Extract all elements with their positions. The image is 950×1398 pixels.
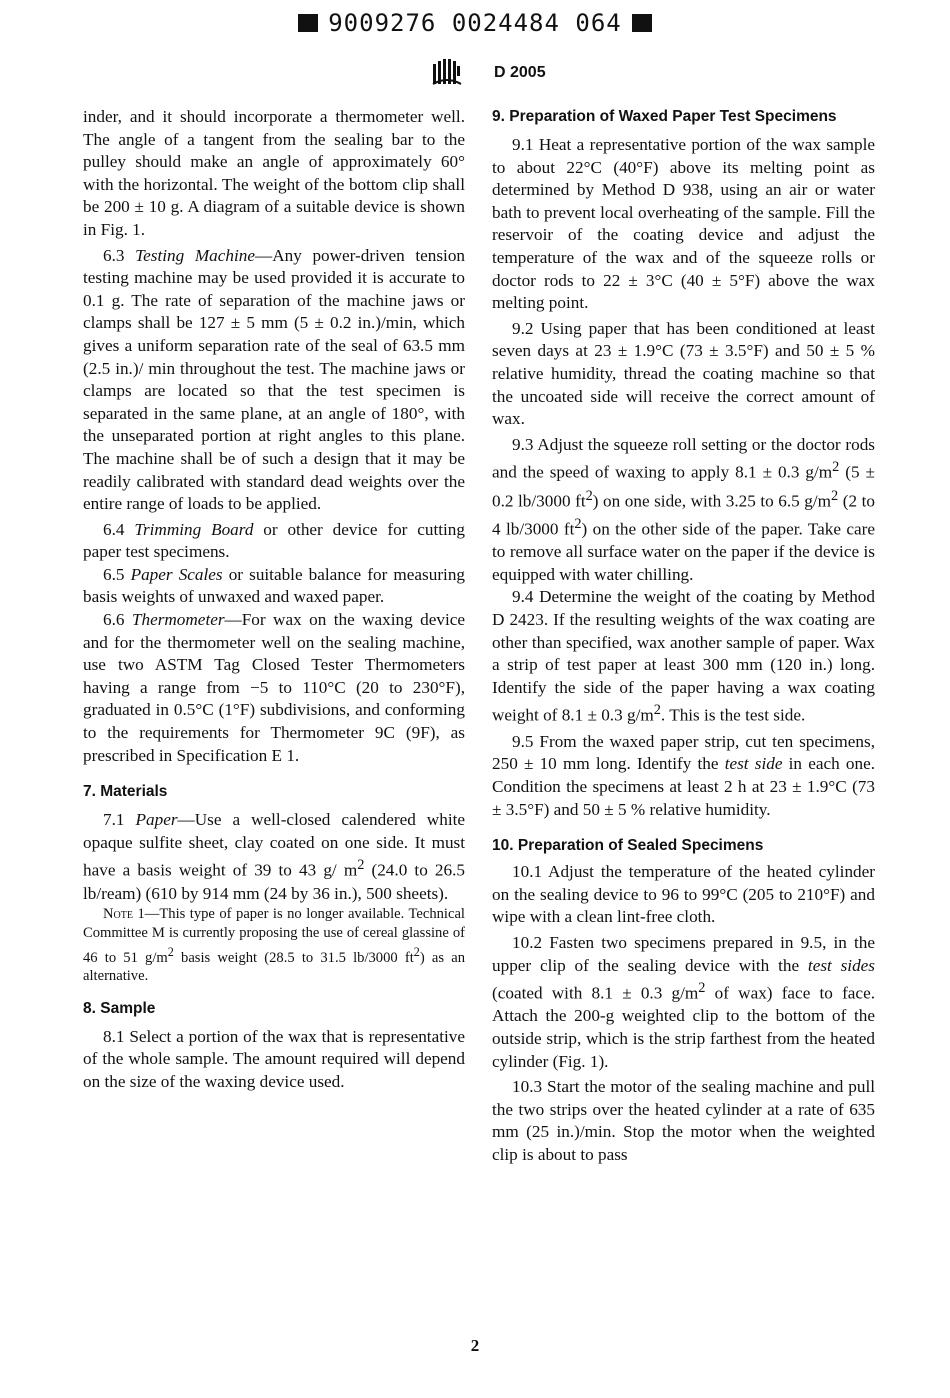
astm-logo-icon [432, 58, 462, 86]
paragraph-7-1 [83, 809, 465, 905]
paragraph-text: of wax) face to face. Attach the 200-g weighted clip to the bottom of the outside strip, which is the strip farthest from the heated cylinder (Fig. 1). [492, 983, 875, 1071]
paragraph-6-4 [83, 519, 465, 564]
note-label: Note 1 [103, 906, 145, 923]
superscript: 2 [413, 944, 420, 959]
superscript: 2 [698, 980, 706, 997]
section-number: 6.5 [103, 564, 131, 584]
paragraph-9-2: 9.2 Using paper that has been conditioned at least seven days at 23 ± 1.9°C (73 ± 3.5°F) and 50 ± 5 % relative humidity, thread the coating machine so that the uncoated side will receive the correct amount of wax. [492, 318, 875, 429]
term-paper: Paper [135, 810, 178, 830]
paragraph-text: . This is the test side. [660, 706, 806, 726]
superscript: 2 [357, 857, 365, 874]
heading-preparation-sealed-specimens: 10. Preparation of Sealed Specimens [492, 837, 764, 855]
note-1 [83, 905, 465, 985]
section-number: 6.6 [103, 610, 132, 630]
paragraph-10-1: 10.1 Adjust the temperature of the heated cylinder on the sealing device to 96 to 99°C (205 to 210°F) and wipe with a clean lint-free cloth. [492, 862, 875, 927]
note-text: —This type of paper is no longer available. Technical Committee M is currently proposing the use of cereal glassine of 46 to 51 g/m [83, 906, 465, 966]
paragraph-10-3: 10.3 Start the motor of the sealing machine and pull the two strips over the heated cylinder at a rate of 635 mm (25 in.)/min. Stop the motor when the weighted clip is about to pass [492, 1077, 875, 1165]
paragraph-text: 9.3 Adjust the squeeze roll setting or the doctor rods and the speed of waxing to apply 8.1 ± 0.3 g/m [492, 434, 875, 483]
paragraph-9-5 [492, 731, 875, 821]
barcode-header [0, 8, 950, 37]
paragraph-text: ) on the other side of the paper. Take care to remove all surface water on the paper if the device is equipped with water chilling. [492, 519, 875, 584]
paragraph-continuation: inder, and it should incorporate a thermometer well. The angle of a tangent from the sealing bar to the pulley should make an angle of approximately 60° with the horizontal. The weight of the bottom clip shall be 200 ± 10 g. A diagram of a suitable device is shown in Fig. 1. [83, 107, 465, 239]
paragraph-6-5 [83, 564, 465, 609]
paragraph-text: or other device for cutting paper test specimens. [83, 519, 465, 562]
superscript: 2 [653, 702, 661, 719]
section-number: 7.1 [103, 810, 136, 830]
paragraph-text: in each one. Condition the specimens at least 2 h at 23 ± 1.9°C (73 ± 3.5°F) and 50 ± 5 % relative humidity. [492, 754, 875, 819]
note-text: ) as an alternative. [83, 949, 465, 984]
superscript: 2 [167, 944, 174, 959]
section-number: 6.4 [103, 519, 135, 539]
superscript: 2 [574, 515, 582, 532]
term-testing-machine: Testing Machine [135, 245, 255, 265]
paragraph-text: or suitable balance for measuring basis weights of unwaxed and waxed paper. [83, 564, 466, 607]
paragraph-text: (5 ± 0.2 lb/3000 ft [492, 463, 875, 511]
barcode-text: 9009276 0024484 064 [328, 9, 622, 37]
paragraph-text: —For wax on the waxing device and for the thermometer well on the sealing machine, use two ASTM Tag Closed Tester Thermometers having a range from −5 to 110°C (20 to 230°F), graduated in 0.5°C (1°F) subdivisions, and conforming to the requirements for Thermometer 9C (9F), as prescribed in Specification E 1. [83, 610, 465, 765]
paragraph-text: 10.2 Fasten two specimens prepared in 9.5, in the upper clip of the sealing device with the [492, 932, 875, 975]
paragraph-6-3 [83, 245, 465, 516]
superscript: 2 [831, 487, 839, 504]
paragraph-9-1: 9.1 Heat a representative portion of the wax sample to about 22°C (40°F) above its melting point as determined by Method D 938, using an air or water bath to prevent local overheating of the sample. Fill the reservoir of the coating device and adjust the temperature of the wax and of the squeeze rolls or doctor rods to 22 ± 3°C (40 ± 5°F) above the wax melting point. [492, 135, 875, 313]
right-column [492, 106, 875, 1167]
term-thermometer: Thermometer [131, 610, 225, 630]
heading-preparation-waxed-paper: 9. Preparation of Waxed Paper Test Specimens [492, 108, 837, 125]
paragraph-9-4 [492, 586, 875, 727]
paragraph-8-1: 8.1 Select a portion of the wax that is representative of the whole sample. The amount required will depend on the size of the waxing device used. [83, 1026, 465, 1091]
heading-sample: 8. Sample [83, 999, 156, 1017]
note-text: basis weight (28.5 to 31.5 lb/3000 ft [173, 949, 414, 966]
paragraph-text: 9.5 From the waxed paper strip, cut ten specimens, 250 ± 10 mm long. Identify the [492, 731, 875, 774]
term-test-side: test side [724, 754, 783, 774]
left-column [83, 106, 465, 1093]
paragraph-text: ) on one side, with 3.25 to 6.5 g/m [592, 491, 832, 511]
term-trimming-board: Trimming Board [134, 519, 254, 539]
section-number: 6.3 [103, 245, 136, 265]
superscript: 2 [585, 487, 593, 504]
term-test-sides: test sides [807, 955, 875, 975]
paragraph-text: 9.4 Determine the weight of the coating by Method D 2423. If the resulting weights of the wax coating are other than specified, wax another sample of paper. Wax a strip of test paper at least 300 mm (120 in.) long. Identify the side of the paper having a wax coating weight of 8.1 ± 0.3 g/m [492, 587, 875, 726]
paragraph-text: —Use a well-closed calendered white opaque sulfite sheet, clay coated on one side. It must have a basis weight of 39 to 43 g/ m [83, 810, 465, 881]
paragraph-9-3 [492, 434, 875, 587]
paragraph-text: (coated with 8.1 ± 0.3 g/m [492, 983, 699, 1003]
standard-designation: D 2005 [494, 64, 546, 81]
paragraph-text: —Any power-driven tension testing machine may be used provided it is accurate to 0.1 g. The rate of separation of the machine jaws or clamps shall be 127 ± 5 mm (5 ± 0.2 in.)/min, which gives a uniform separation rate of the seal of 63.5 mm (2.5 in.)/ min throughout the test. The machine jaws or clamps are located so that the test specimen is separated in the same plane, at an angle of 180°, with the unseparated portion at right angles to this plane. The machine shall be of such a design that it may be readily calibrated with standard dead weights over the entire range of loads to be applied. [83, 245, 466, 514]
page-number: 2 [470, 1336, 480, 1355]
paragraph-text: (2 to 4 lb/3000 ft [492, 491, 875, 539]
paragraph-6-6 [83, 609, 465, 767]
paragraph-10-2 [492, 932, 875, 1073]
barcode-block-left [298, 14, 318, 32]
term-paper-scales: Paper Scales [130, 564, 223, 584]
paragraph-text: (24.0 to 26.5 lb/ream) (610 by 914 mm (24 by 36 in.), 500 sheets). [83, 861, 465, 903]
barcode-block-right [632, 14, 652, 32]
heading-materials: 7. Materials [83, 783, 168, 801]
superscript: 2 [832, 459, 840, 476]
